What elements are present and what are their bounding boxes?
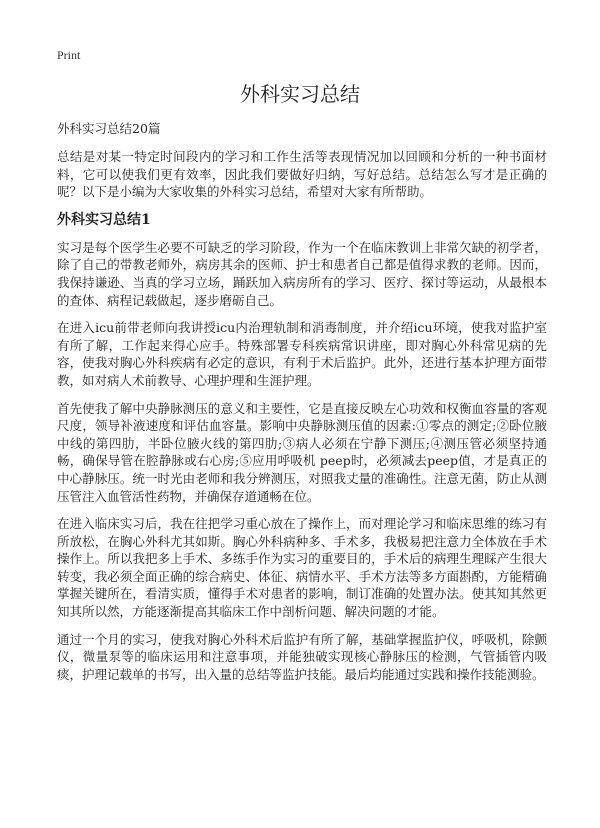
body-paragraph: 实习是每个医学生必要不可缺乏的学习阶段，作为一个在临床教训上非常欠缺的初学者，除了自己的带教老师外，病房其余的医师、护士和患者自己都是值得求教的老师。因而，我保持谦逊、当真的学习立场，踊跃加入病房所有的学习、医疗、探讨等运动，从最根本的查体、病程记载做起，逐步磨砺自己。	[57, 239, 547, 308]
body-paragraph: 在进入临床实习后，我在往把学习重心放在了操作上，而对理论学习和临床思维的练习有所放松，在胸心外科尤其如斯。胸心外科病种多、手术多，我极易把注意力全体放在手术操作上。所以我把多上手术、多练手作为实习的重要目的，手术后的病理生理睬产生很大转变，我必须全面正确的综合病史、体征、病情水平、手术方法等多方面斟酌，方能精确掌握关键所在，看清实质，懂得手术对患者的影响，制订准确的处置办法。使其知其然更知其所以然，方能逐渐提高其临床工作中剖析问题、解决问题的才能。	[57, 516, 547, 620]
section-heading: 外科实习总结1	[57, 211, 151, 228]
body-paragraph: 通过一个月的实习，使我对胸心外科术后监护有所了解，基础掌握监护仪，呼吸机，除颤仪，微量泵等的临床运用和注意事项，并能独破实现核心静脉压的检测，气管插管内吸痰，护理记载单的书写，出入量的总结等监护技能。最后均能通过实践和操作技能测验。	[57, 631, 547, 682]
document-title: 外科实习总结	[240, 82, 360, 106]
body-paragraph: 首先使我了解中央静脉测压的意义和主要性，它是直接反映左心功效和权衡血容量的客观尺度，领导补液速度和评估血容量。影响中央静脉测压值的因素:①零点的测定;②卧位腋中线的第四肋，半卧位腋火线的第四肋;③病人必须在宁静下测压;④测压管必须坚持通畅，确保导管在腔静脉或右心房;⑤应用呼吸机 peep时，必须减去peep值，才是真正的中心静脉压。统一时光由老师和我分辨测压，对照我丈量的准确性。注意无菌，防止从测压管注入血管活性药物，并确保存道通畅在位。	[57, 400, 547, 504]
document-subtitle: 外科实习总结20篇	[57, 121, 161, 136]
print-label: Print	[57, 48, 81, 62]
document-body	[57, 120, 547, 693]
intro-paragraph: 总结是对某一特定时间段内的学习和工作生活等表现情况加以回顾和分析的一种书面材料，它可以使我们更有效率，因此我们要做好归纳，写好总结。总结怎么写才是正确的呢？以下是小编为大家收集的外科实习总结，希望对大家有所帮助。	[57, 149, 547, 200]
body-paragraph: 在进入icu前带老师向我讲授icu内治理轨制和消毒制度，并介绍icu环境，使我对监护室有所了解，工作起来得心应手。特殊部署专科疾病常识讲座，即对胸心外科常见病的先容，使我对胸心外科疾病有必定的意识，有利于术后监护。此外，还进行基本护理方面带教，如对病人术前教导、心理护理和生涯护理。	[57, 320, 547, 388]
